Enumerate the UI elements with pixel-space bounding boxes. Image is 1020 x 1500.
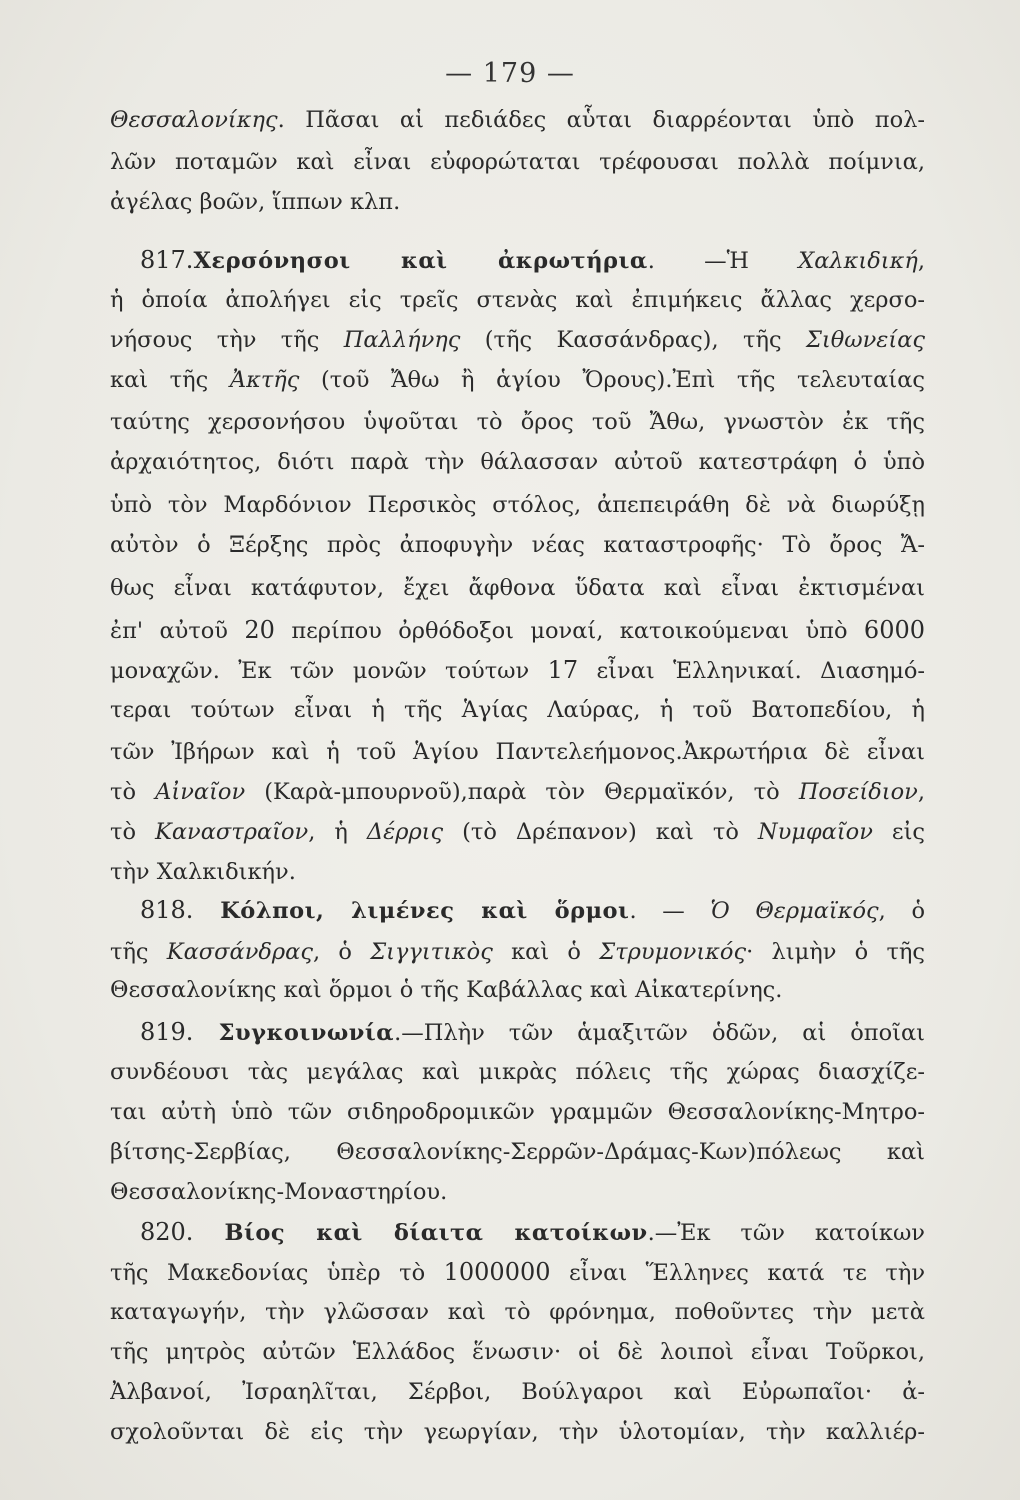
text-line: [110, 320, 925, 360]
text-line: [110, 1252, 925, 1293]
text-run: τὸ: [110, 819, 156, 845]
text-line: [110, 1132, 925, 1172]
text-run: τεραι τούτων εἶναι ἡ τῆς Ἁγίας Λαύρας, ἡ τοῦ Βατοπεδίου, ἡ: [110, 697, 925, 723]
text-run: καὶ τῆς: [110, 367, 230, 393]
text-line: [110, 1412, 925, 1452]
text-run: θως εἶναι κατάφυτον, ἔχει ἄφθονα ὕδατα καὶ εἶναι ἐκτισμέναι: [110, 575, 925, 601]
text-run: εἶναι Ἕλληνες κατά τε τὴν: [550, 1260, 925, 1286]
italic-term: Καναστραῖον: [155, 819, 309, 845]
text-run: αὐτὸν ὁ Ξέρξης πρὸς ἀποφυγὴν νέας καταστροφῆς· Τὸ ὄρος Ἄ-: [110, 532, 925, 558]
text-line: [110, 812, 925, 852]
italic-term: Θεσσαλονίκης: [110, 107, 278, 133]
text-run: 820.: [140, 1218, 194, 1246]
text-run: Ἀλβανοί, Ἰσραηλῖται, Σέρβοι, Βούλγαροι καὶ Εὐρωπαῖοι· ἀ-: [110, 1379, 925, 1405]
text-run: περίπου ὀρθόδοξοι μοναί, κατοικούμεναι ὑπὸ: [274, 618, 864, 644]
italic-term: Στρυμονικός: [599, 939, 747, 965]
text-run: (τοῦ Ἄθω ἢ ἁγίου Ὄρους).Ἐπὶ τῆς τελευταίας: [299, 367, 925, 393]
page-number: — 179 —: [445, 58, 575, 89]
italic-term: Ὁ Θερμαϊκός: [710, 898, 879, 924]
text-run: 819.: [140, 1018, 194, 1046]
text-line: [110, 772, 925, 812]
text-run: λῶν ποταμῶν καὶ εἶναι εὐφορώταται τρέφουσαι πολλὰ ποίμνια,: [110, 149, 925, 175]
text-line: [110, 485, 925, 525]
text-line: [110, 932, 925, 972]
text-line: [110, 1172, 925, 1212]
text-line: [110, 142, 925, 182]
text-line: [110, 402, 925, 442]
text-run: . —: [629, 898, 711, 924]
text-run: βίτσης-Σερβίας, Θεσσαλονίκης-Σερρῶν-Δράμας-Κων)πόλεως καὶ: [110, 1139, 925, 1165]
section-heading: Χερσόνησοι καὶ ἀκρωτήρια: [193, 248, 648, 274]
text-run: συνδέουσι τὰς μεγάλας καὶ μικρὰς πόλεις τῆς χώρας διασχίζε-: [110, 1059, 925, 1085]
text-run: . Πᾶσαι αἱ πεδιάδες αὗται διαρρέονται ὑπὸ πολ-: [277, 107, 925, 133]
text-line: [110, 280, 925, 320]
text-line: [110, 442, 925, 482]
italic-term: Ποσείδιον: [798, 779, 918, 805]
text-line: [110, 525, 925, 565]
text-line: [110, 610, 925, 651]
text-run: Θεσσαλονίκης καὶ ὅρμοι ὁ τῆς Καβάλλας καὶ Αἰκατερίνης.: [110, 977, 783, 1003]
text-run: .—Ἐκ τῶν κατοίκων: [647, 1220, 925, 1246]
text-run: 6000: [863, 616, 925, 644]
text-line: [110, 1092, 925, 1132]
text-run: τῶν Ἰβήρων καὶ ἡ τοῦ Ἁγίου Παντελεήμονος.Ἀκρωτήρια δὲ εἶναι: [110, 739, 925, 765]
text-run: ἀρχαιότητος, διότι παρὰ τὴν θάλασσαν αὐτοῦ κατεστράφη ὁ ὑπὸ: [110, 449, 925, 475]
text-run: τὸ: [110, 779, 156, 805]
text-line: [110, 650, 925, 691]
text-run: νήσους τὴν τῆς: [110, 327, 344, 353]
text-line: [110, 732, 925, 772]
text-run: ὑπὸ τὸν Μαρδόνιον Περσικὸς στόλος, ἀπεπειράθη δὲ νὰ διωρύξῃ: [110, 492, 925, 518]
text-run: Θεσσαλονίκης-Μοναστηρίου.: [110, 1179, 448, 1205]
text-run: , ὁ: [312, 939, 371, 965]
text-run: εἶναι Ἑλληνικαί. Διασημό-: [578, 658, 925, 684]
text-run: (Καρὰ-μπουρνοῦ),παρὰ τὸν Θερμαϊκόν, τὸ: [245, 779, 799, 805]
text-line: [110, 1372, 925, 1412]
text-line: [110, 970, 925, 1010]
text-run: 20: [244, 616, 275, 644]
section-heading: Συγκοινωνία: [193, 1020, 395, 1046]
text-run: τῆς: [110, 939, 167, 965]
text-run: (τὸ Δρέπανον) καὶ τὸ: [443, 819, 758, 845]
italic-term: Σιγγιτικὸς: [370, 939, 493, 965]
text-line: [140, 1012, 925, 1053]
italic-term: Κασσάνδρας: [166, 939, 313, 965]
text-run: καταγωγήν, τὴν γλῶσσαν καὶ τὸ φρόνημα, ποθοῦντες τὴν μετὰ: [110, 1299, 925, 1325]
text-run: , ἡ: [308, 819, 367, 845]
text-line: [140, 890, 925, 931]
section-heading: Βίος καὶ δίαιτα κατοίκων: [193, 1220, 648, 1246]
italic-term: Αἰναῖον: [155, 779, 246, 805]
text-run: · λιμὴν ὁ τῆς: [746, 939, 925, 965]
text-run: τὴν Χαλκιδικήν.: [110, 859, 296, 885]
text-run: ταύτης χερσονήσου ὑψοῦται τὸ ὄρος τοῦ Ἄθω, γνωστὸν ἐκ τῆς: [110, 409, 925, 435]
section-heading: Κόλποι, λιμένες καὶ ὅρμοι: [193, 898, 630, 924]
text-run: , ὁ: [878, 898, 925, 924]
text-line: [140, 240, 925, 281]
text-line: [110, 852, 925, 892]
text-line: [140, 1212, 925, 1253]
text-line: [110, 182, 925, 222]
text-run: σχολοῦνται δὲ εἰς τὴν γεωργίαν, τὴν ὑλοτομίαν, τὴν καλλιέρ-: [110, 1419, 925, 1445]
italic-term: Χαλκιδική: [798, 248, 918, 274]
text-run: 818.: [140, 896, 194, 924]
text-run: . —Ἡ: [647, 248, 799, 274]
text-line: [110, 1292, 925, 1332]
text-run: εἰς: [872, 819, 925, 845]
text-run: τῆς Μακεδονίας ὑπὲρ τὸ: [110, 1260, 444, 1286]
text-run: .—Πλὴν τῶν ἁμαξιτῶν ὁδῶν, αἱ ὁποῖαι: [394, 1020, 925, 1046]
text-run: καὶ ὁ: [492, 939, 600, 965]
text-line: [110, 568, 925, 608]
text-run: ,: [917, 248, 925, 274]
italic-term: Δέρρις: [366, 819, 444, 845]
text-run: 17: [547, 656, 579, 684]
text-run: ἐπ' αὐτοῦ: [110, 618, 245, 644]
text-run: 1000000: [443, 1258, 551, 1286]
italic-term: Σιθωνείας: [806, 327, 925, 353]
text-line: [110, 1052, 925, 1092]
text-run: ,: [917, 779, 925, 805]
italic-term: Νυμφαῖον: [757, 819, 873, 845]
text-line: [110, 690, 925, 730]
text-run: μοναχῶν. Ἐκ τῶν μονῶν τούτων: [110, 658, 548, 684]
text-line: [110, 1332, 925, 1372]
text-run: 817.: [140, 246, 194, 274]
text-run: τῆς μητρὸς αὐτῶν Ἑλλάδος ἕνωσιν· οἱ δὲ λοιποὶ εἶναι Τοῦρκοι,: [110, 1339, 925, 1365]
text-line: [110, 100, 925, 140]
text-run: ται αὐτὴ ὑπὸ τῶν σιδηροδρομικῶν γραμμῶν Θεσσαλονίκης-Μητρο-: [110, 1099, 925, 1125]
text-line: [110, 360, 925, 400]
italic-term: Παλλήνης: [343, 327, 461, 353]
text-run: ἡ ὁποία ἀπολήγει εἰς τρεῖς στενὰς καὶ ἐπιμήκεις ἄλλας χερσο-: [110, 287, 925, 313]
italic-term: Ἀκτῆς: [229, 367, 300, 393]
text-run: ἀγέλας βοῶν, ἵππων κλπ.: [110, 189, 401, 215]
text-run: (τῆς Κασσάνδρας), τῆς: [460, 327, 806, 353]
